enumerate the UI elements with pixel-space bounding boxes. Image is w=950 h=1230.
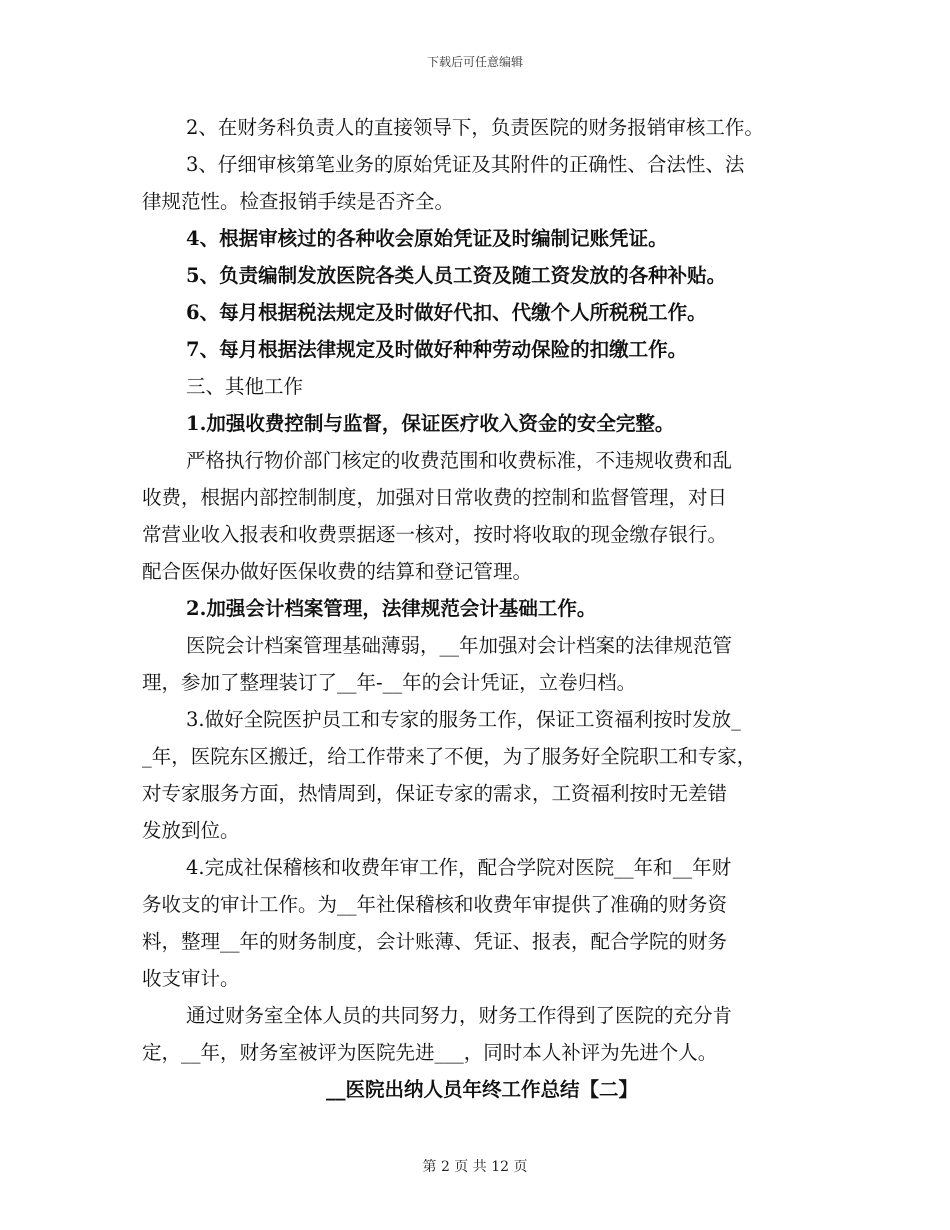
paragraph-line: 4.完成社保稽核和收费年审工作，配合学院对医院__年和__年财 <box>186 856 732 879</box>
subsection-heading: 1.加强收费控制与监督，保证医疗收入资金的安全完整。 <box>186 412 675 435</box>
paragraph-line: 常营业收入报表和收费票据逐一核对，按时将收取的现金缴存银行。 <box>142 523 728 546</box>
paragraph-line: 通过财务室全体人员的共同努力，财务工作得到了医院的充分肯 <box>186 1004 733 1027</box>
paragraph-line: 严格执行物价部门核定的收费范围和收费标准，不违规收费和乱 <box>186 449 733 472</box>
paragraph-line: 料，整理__年的财务制度，会计账薄、凭证、报表，配合学院的财务 <box>142 930 728 953</box>
paragraph-line: 4、根据审核过的各种收会原始凭证及时编制记账凭证。 <box>186 227 668 250</box>
paragraph-line: 2、在财务科负责人的直接领导下，负责医院的财务报销审核工作。 <box>186 116 764 139</box>
paragraph-line: 发放到位。 <box>142 819 240 842</box>
paragraph-line: 收支审计。 <box>142 967 240 990</box>
document-subtitle: __医院出纳人员年终工作总结【二】 <box>325 1078 638 1101</box>
paragraph-line: 收费，根据内部控制制度，加强对日常收费的控制和监督管理，对日 <box>142 486 728 509</box>
subsection-heading: 2.加强会计档案管理，法律规范会计基础工作。 <box>186 597 597 620</box>
paragraph-line: 6、每月根据税法规定及时做好代扣、代缴个人所税税工作。 <box>186 301 707 324</box>
paragraph-line: 配合医保办做好医保收费的结算和登记管理。 <box>142 560 533 583</box>
paragraph-line: 律规范性。检查报销手续是否齐全。 <box>142 190 455 213</box>
paragraph-line: 定，__年，财务室被评为医院先进___，同时本人补评为先进个人。 <box>142 1041 718 1064</box>
page-footer: 第 2 页 共 12 页 <box>422 1159 528 1175</box>
paragraph-line: 7、每月根据法律规定及时做好种种劳动保险的扣缴工作。 <box>186 338 688 361</box>
paragraph-line: 对专家服务方面，热情周到，保证专家的需求，工资福利按时无差错 <box>142 782 728 805</box>
paragraph-line: 5、负责编制发放医院各类人员工资及随工资发放的各种补贴。 <box>186 264 727 287</box>
paragraph-line: 务收支的审计工作。为__年社保稽核和收费年审提供了准确的财务资 <box>142 893 728 916</box>
paragraph-line: 理，参加了整理装订了__年-__年的会计凭证，立卷归档。 <box>142 671 637 694</box>
document-body <box>142 109 822 1108</box>
paragraph-line: 医院会计档案管理基础薄弱，__年加强对会计档案的法律规范管 <box>186 634 733 657</box>
paragraph-line: 3、仔细审核第笔业务的原始凭证及其附件的正确性、合法性、法 <box>186 153 745 176</box>
paragraph-line: _年，医院东区搬迁，给工作带来了不便，为了服务好全院职工和专家， <box>142 745 757 768</box>
page-header: 下载后可任意编辑 <box>426 55 523 69</box>
section-heading: 三、其他工作 <box>186 375 304 398</box>
paragraph-line: 3.做好全院医护员工和专家的服务工作，保证工资福利按时发放_ <box>186 708 741 731</box>
